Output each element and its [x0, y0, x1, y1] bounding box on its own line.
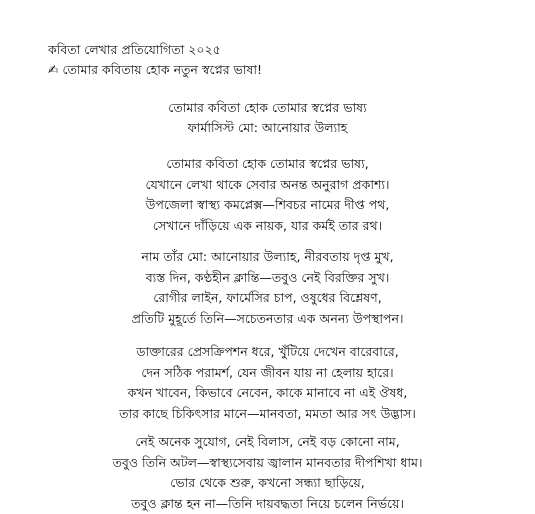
poem-line: কখন খাবেন, কিভাবে নেবেন, কাকে মানাবে না এই ঔষধ, [0, 383, 535, 404]
poem-title: তোমার কবিতা হোক তোমার স্বপ্নের ভাষ্য [0, 98, 535, 118]
contest-title: কবিতা লেখার প্রতিযোগিতা ২০২৫ [48, 40, 262, 60]
poem-line: উপজেলা স্বাস্থ্য কমপ্লেক্স—শিবচর নামের দীপ্ত পথ, [0, 195, 535, 216]
poem-line: তবুও ক্লান্ত হন না—তিনি দায়বদ্ধতা নিয়ে চলেন নির্ভয়ে। [0, 494, 535, 514]
poem-line: ব্যস্ত দিন, কণ্ঠহীন ক্লান্তি—তবুও নেই বিরক্তির সুখ। [0, 268, 535, 289]
poem-line: নাম তাঁর মো: আনোয়ার উল্যাহ, নীরবতায় দৃপ্ত মুখ, [0, 247, 535, 268]
poem-line: ডাক্তারের প্রেসক্রিপশন ধরে, খুঁটিয়ে দেখেন বারেবারে, [0, 342, 535, 363]
poem-stanza [0, 154, 535, 236]
poem-author: ফার্মাসিস্ট মো: আনোয়ার উল্যাহ [0, 118, 535, 138]
poem-stanza [0, 432, 535, 514]
poem-line: নেই অনেক সুযোগ, নেই বিলাস, নেই বড় কোনো নাম, [0, 432, 535, 453]
poem-line: তোমার কবিতা হোক তোমার স্বপ্নের ভাষ্য, [0, 154, 535, 175]
contest-tagline: তোমার কবিতায় হোক নতুন স্বপ্নের ভাষা! [62, 62, 262, 77]
poem-stanza [0, 342, 535, 424]
poem-line: তবুও তিনি অটল—স্বাস্থ্যসেবায় জ্বালান মানবতার দীপশিখা ধাম। [0, 453, 535, 474]
writing-hand-icon: ✍ [48, 62, 58, 77]
poem-line: রোগীর লাইন, ফার্মেসির চাপ, ওষুধের বিশ্লেষণ, [0, 288, 535, 309]
poem-line: তার কাছে চিকিৎসার মানে—মানবতা, মমতা আর সৎ উদ্ভাস। [0, 404, 535, 425]
poem-line: সেখানে দাঁড়িয়ে এক নায়ক, যার কর্মই তার রথ। [0, 216, 535, 237]
tagline-row [48, 60, 262, 80]
poem-line: দেন সঠিক পরামর্শ, যেন জীবন যায় না হেলায় হারে। [0, 363, 535, 384]
poem-line: যেখানে লেখা থাকে সেবার অনন্ত অনুরাগ প্রকাশ্য। [0, 175, 535, 196]
contest-header [48, 40, 262, 80]
poem-stanza [0, 247, 535, 329]
poem-line: ভোর থেকে শুরু, কখনো সন্ধ্যা ছাড়িয়ে, [0, 473, 535, 494]
poem-line: প্রতিটি মুহূর্তে তিনি—সচেতনতার এক অনন্য উপস্থাপন। [0, 309, 535, 330]
poem-heading [0, 98, 535, 138]
